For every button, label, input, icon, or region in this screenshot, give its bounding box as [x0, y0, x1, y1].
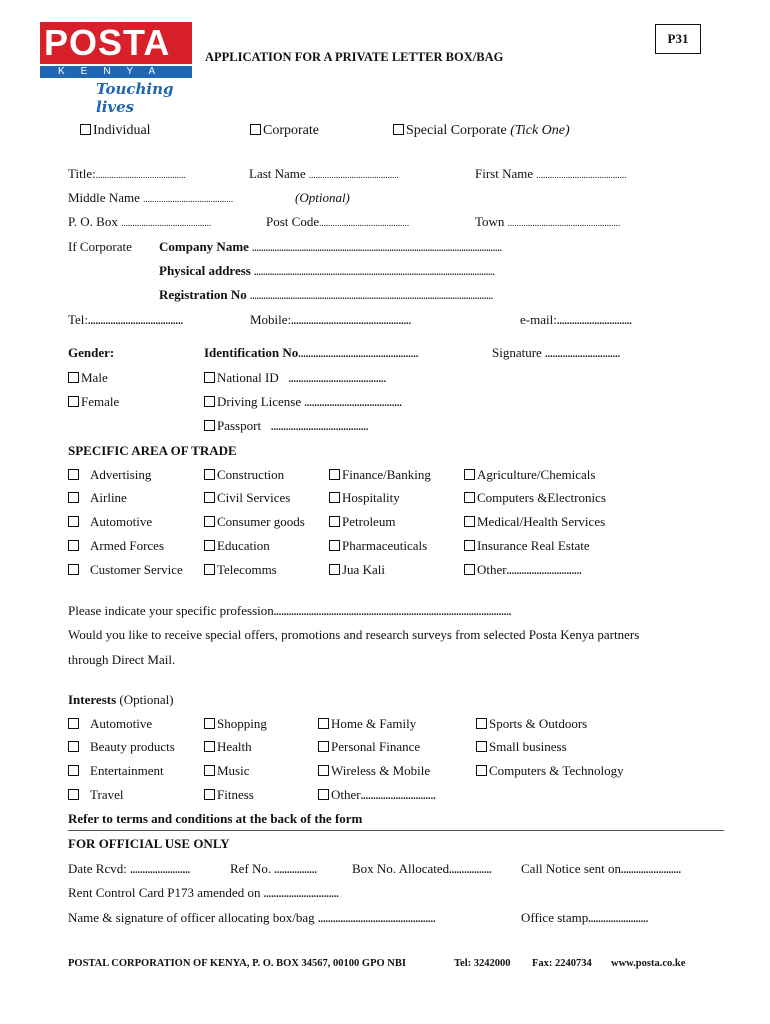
checkbox-icon[interactable]	[476, 765, 487, 776]
tel-field[interactable]: Tel:......................................	[68, 312, 184, 327]
interests-option-col4-0[interactable]	[476, 716, 587, 732]
option-label: Airline	[90, 490, 127, 505]
option-label: Sports & Outdoors	[489, 716, 588, 731]
po-box-field[interactable]: P. O. Box ........................................	[68, 214, 212, 229]
checkbox-icon[interactable]	[329, 516, 340, 527]
checkbox-icon[interactable]	[318, 718, 329, 729]
option-label: Small business	[489, 739, 567, 754]
checkbox-icon[interactable]	[464, 516, 475, 527]
gender-heading: Gender:	[68, 345, 115, 360]
option-label: Health	[217, 739, 252, 754]
checkbox-icon[interactable]	[68, 741, 79, 752]
optional-note: (Optional)	[295, 190, 350, 205]
option-label: Hospitality	[342, 490, 400, 505]
option-label: Music	[217, 763, 250, 778]
option-label: Entertainment	[90, 763, 164, 778]
terms-note: Refer to terms and conditions at the back of the form	[68, 811, 363, 826]
option-label: Consumer goods	[217, 514, 305, 529]
mobile-field[interactable]: Mobile:................................................	[250, 312, 412, 327]
posta-kenya-logo	[40, 22, 192, 116]
option-label: Automotive	[90, 716, 153, 731]
checkbox-icon[interactable]	[80, 124, 91, 135]
option-label: Beauty products	[90, 739, 175, 754]
checkbox-icon[interactable]	[464, 469, 475, 480]
checkbox-icon[interactable]	[68, 469, 79, 480]
checkbox-icon[interactable]	[204, 789, 215, 800]
trade-option-col4-2[interactable]	[464, 514, 605, 530]
identification-no-field[interactable]: Identification No................................................	[204, 345, 419, 360]
if-corporate-label: If Corporate	[68, 239, 132, 254]
checkbox-icon[interactable]	[476, 741, 487, 752]
last-name-field[interactable]: Last Name ........................................	[249, 166, 399, 181]
trade-option-col3-0[interactable]	[329, 467, 431, 483]
checkbox-icon[interactable]	[204, 492, 215, 503]
checkbox-icon[interactable]	[204, 516, 215, 527]
official-use-heading: FOR OFFICIAL USE ONLY	[68, 836, 230, 851]
interests-option-col1-2[interactable]	[68, 763, 164, 779]
box-allocated-field[interactable]: Box No. Allocated.................	[352, 861, 492, 876]
option-label: Automotive	[90, 514, 153, 529]
checkbox-icon[interactable]	[318, 789, 329, 800]
title-field[interactable]: Title:........................................	[68, 166, 186, 181]
checkbox-icon[interactable]	[204, 564, 215, 575]
date-received-field[interactable]: Date Rcvd: ........................	[68, 861, 191, 876]
option-label: Shopping	[217, 716, 267, 731]
footer-fax: Fax: 2240734	[532, 958, 592, 969]
trade-option-col2-4[interactable]	[204, 562, 277, 578]
checkbox-icon[interactable]	[204, 469, 215, 480]
form-code-box: P31	[655, 24, 701, 54]
option-passport[interactable]: Passport .......................................	[204, 418, 368, 434]
option-label: Petroleum	[342, 514, 396, 529]
trade-option-col1-4[interactable]	[68, 562, 183, 578]
form-title: APPLICATION FOR A PRIVATE LETTER BOX/BAG	[205, 50, 504, 64]
email-field[interactable]: e-mail:..............................	[520, 312, 632, 327]
option-label: Other	[331, 787, 361, 802]
checkbox-icon[interactable]	[204, 741, 215, 752]
interests-option-col1-0[interactable]	[68, 716, 152, 732]
option-special-corporate[interactable]: Special Corporate (Tick One)	[393, 123, 570, 139]
middle-name-field[interactable]: Middle Name ........................................	[68, 190, 234, 205]
footer-website: www.posta.co.ke	[611, 958, 686, 969]
profession-field[interactable]: Please indicate your specific profession...............................................................................................	[68, 603, 512, 618]
ref-no-field[interactable]: Ref No. .................	[230, 861, 317, 876]
trade-option-col3-2[interactable]	[329, 514, 395, 530]
checkbox-icon[interactable]	[329, 564, 340, 575]
checkbox-icon[interactable]	[464, 492, 475, 503]
option-male[interactable]: Male	[68, 370, 108, 386]
option-label: Computers & Technology	[489, 763, 624, 778]
checkbox-icon[interactable]	[204, 396, 215, 407]
trade-option-col4-1[interactable]	[464, 490, 606, 506]
option-label: Telecomms	[217, 562, 277, 577]
trade-option-col2-2[interactable]	[204, 514, 305, 530]
checkbox-icon[interactable]	[318, 765, 329, 776]
town-field[interactable]: Town ..................................................	[475, 214, 621, 229]
checkbox-icon[interactable]	[68, 396, 79, 407]
option-national-id[interactable]: National ID .......................................	[204, 370, 386, 386]
checkbox-icon[interactable]	[464, 540, 475, 551]
checkbox-icon[interactable]	[204, 372, 215, 383]
trade-option-col1-0[interactable]	[68, 467, 151, 483]
trade-option-col2-0[interactable]	[204, 467, 284, 483]
option-label: Pharmaceuticals	[342, 538, 428, 553]
logo-tagline: Touching lives	[96, 80, 174, 116]
option-label: Other	[477, 562, 507, 577]
trade-option-col3-3[interactable]	[329, 538, 427, 554]
office-stamp-field[interactable]: Office stamp........................	[521, 910, 649, 925]
checkbox-icon[interactable]	[464, 564, 475, 575]
interests-option-col3-1[interactable]	[318, 739, 420, 755]
checkbox-icon[interactable]	[204, 540, 215, 551]
option-label: Computers &Electronics	[477, 490, 606, 505]
option-label: Customer Service	[90, 562, 183, 577]
checkbox-icon[interactable]	[204, 718, 215, 729]
checkbox-icon[interactable]	[329, 540, 340, 551]
checkbox-icon[interactable]	[204, 765, 215, 776]
trade-option-col1-2[interactable]	[68, 514, 152, 530]
trade-option-col1-1[interactable]	[68, 490, 127, 506]
checkbox-icon[interactable]	[476, 718, 487, 729]
trade-option-col1-3[interactable]	[68, 538, 164, 554]
trade-option-col4-0[interactable]	[464, 467, 595, 483]
interests-option-col3-2[interactable]	[318, 763, 430, 779]
checkbox-icon[interactable]	[68, 765, 79, 776]
footer-corporation: POSTAL CORPORATION OF KENYA, P. O. BOX 34567, 00100 GPO NBI	[68, 958, 406, 969]
checkbox-icon[interactable]	[68, 564, 79, 575]
option-label: Civil Services	[217, 490, 291, 505]
option-label: Insurance Real Estate	[477, 538, 590, 553]
trade-option-col4-4[interactable]	[464, 562, 582, 578]
interests-option-col2-3[interactable]	[204, 787, 254, 803]
option-label: Finance/Banking	[342, 467, 431, 482]
option-label: Medical/Health Services	[477, 514, 606, 529]
tick-one-note: (Tick One)	[510, 123, 570, 138]
interests-option-col1-3[interactable]	[68, 787, 123, 803]
option-individual[interactable]: Individual	[80, 123, 151, 139]
checkbox-icon[interactable]	[329, 469, 340, 480]
checkbox-icon[interactable]	[68, 516, 79, 527]
interests-option-col4-2[interactable]	[476, 763, 624, 779]
trade-option-col3-4[interactable]	[329, 562, 385, 578]
officer-field[interactable]: Name & signature of officer allocating box/bag ...............................................	[68, 910, 436, 925]
option-label: Education	[217, 538, 270, 553]
logo-red-band	[40, 22, 192, 64]
trade-heading: SPECIFIC AREA OF TRADE	[68, 443, 237, 458]
interests-option-col4-1[interactable]	[476, 739, 567, 755]
registration-no-field[interactable]: Registration No ............................................................................................................	[159, 287, 493, 302]
logo-word: POSTA	[44, 22, 171, 63]
company-name-field[interactable]: Company Name ...............................................................................................................	[159, 239, 502, 254]
checkbox-icon[interactable]	[68, 492, 79, 503]
trade-option-col4-3[interactable]	[464, 538, 590, 554]
option-label: Construction	[217, 467, 285, 482]
physical-address-field[interactable]: Physical address ...........................................................................................................	[159, 263, 495, 278]
option-corporate[interactable]: Corporate	[250, 123, 319, 139]
trade-option-col2-3[interactable]	[204, 538, 270, 554]
signature-field[interactable]: Signature ..............................	[492, 345, 621, 360]
offers-question-line2: through Direct Mail.	[68, 652, 176, 667]
checkbox-icon[interactable]	[250, 124, 261, 135]
other-dots[interactable]: ..............................	[506, 566, 582, 577]
divider	[68, 830, 724, 831]
checkbox-icon[interactable]	[68, 540, 79, 551]
option-label: Personal Finance	[331, 739, 421, 754]
trade-option-col2-1[interactable]	[204, 490, 290, 506]
option-label: Wireless & Mobile	[331, 763, 431, 778]
footer-tel: Tel: 3242000	[454, 958, 511, 969]
option-female[interactable]: Female	[68, 394, 119, 410]
offers-question-line1: Would you like to receive special offers, promotions and research surveys from selected Posta Kenya partners	[68, 627, 640, 642]
interests-option-col3-0[interactable]	[318, 716, 416, 732]
checkbox-icon[interactable]	[318, 741, 329, 752]
checkbox-icon[interactable]	[68, 372, 79, 383]
option-driving-license[interactable]: Driving License .......................................	[204, 394, 402, 410]
option-label: Fitness	[217, 787, 254, 802]
trade-option-col3-1[interactable]	[329, 490, 400, 506]
interests-option-col1-1[interactable]	[68, 739, 175, 755]
other-dots[interactable]: ..............................	[360, 791, 436, 802]
call-notice-field[interactable]: Call Notice sent on........................	[521, 861, 682, 876]
option-label: Home & Family	[331, 716, 417, 731]
checkbox-icon[interactable]	[393, 124, 404, 135]
option-label: Travel	[90, 787, 124, 802]
interests-option-col2-1[interactable]	[204, 739, 252, 755]
option-label: Armed Forces	[90, 538, 165, 553]
option-label: Advertising	[90, 467, 152, 482]
checkbox-icon[interactable]	[68, 718, 79, 729]
logo-country: KENYA	[40, 66, 192, 78]
option-label: Jua Kali	[342, 562, 385, 577]
first-name-field[interactable]: First Name ........................................	[475, 166, 627, 181]
checkbox-icon[interactable]	[68, 789, 79, 800]
interests-option-col2-0[interactable]	[204, 716, 267, 732]
checkbox-icon[interactable]	[204, 420, 215, 431]
interests-option-col2-2[interactable]	[204, 763, 250, 779]
option-label: Agriculture/Chemicals	[477, 467, 596, 482]
rent-card-field[interactable]: Rent Control Card P173 amended on ..............................	[68, 885, 339, 900]
post-code-field[interactable]: Post Code........................................	[266, 214, 410, 229]
interests-option-col3-3[interactable]	[318, 787, 436, 803]
interests-heading: Interests (Optional)	[68, 692, 174, 707]
checkbox-icon[interactable]	[329, 492, 340, 503]
